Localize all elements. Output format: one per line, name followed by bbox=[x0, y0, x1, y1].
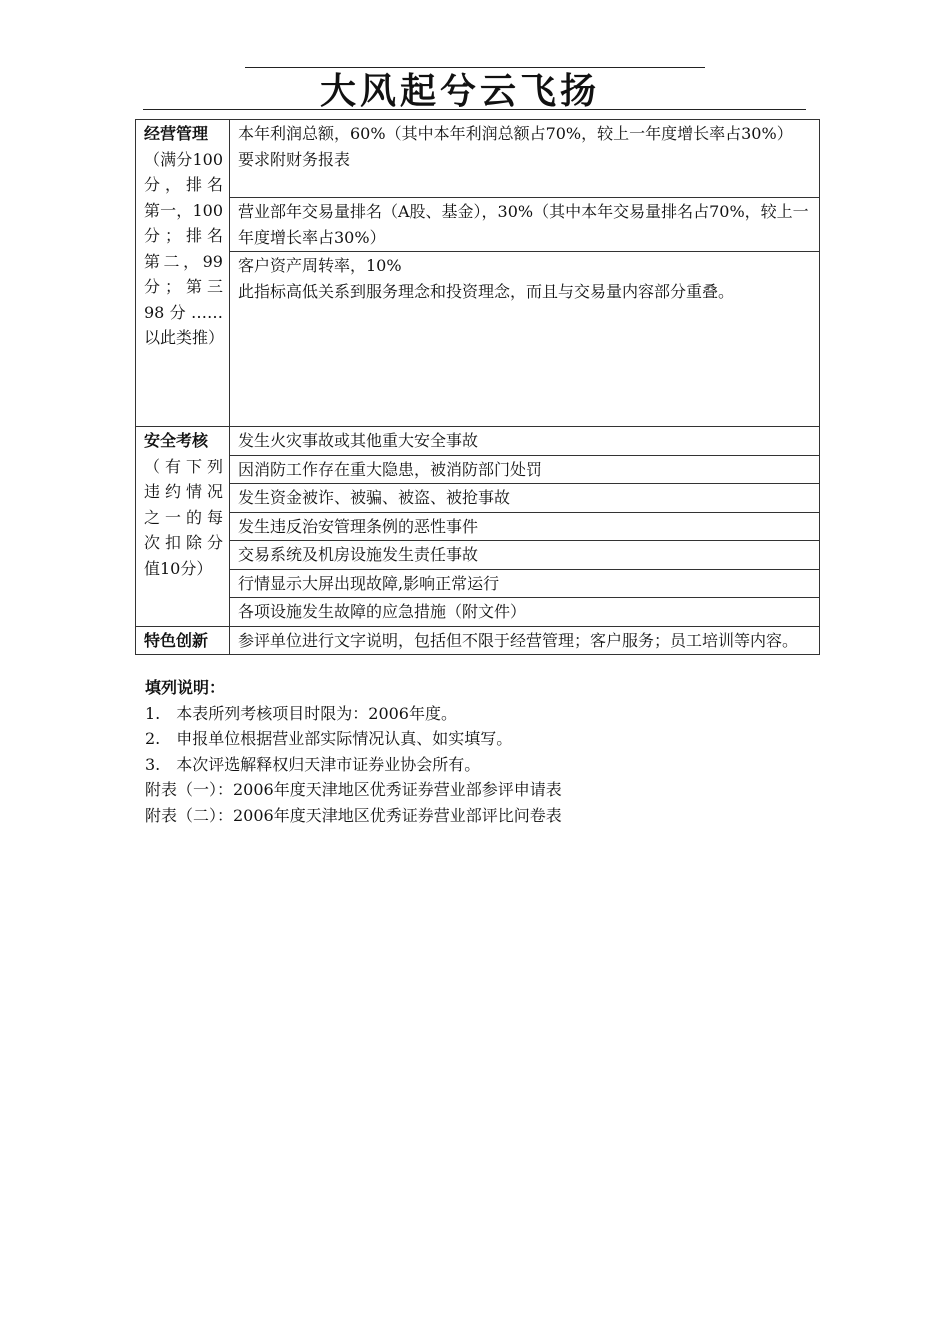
criterion-cell: 发生资金被诈、被骗、被盗、被抢事故 bbox=[230, 484, 820, 513]
table-row bbox=[136, 198, 820, 252]
criterion-cell: 参评单位进行文字说明，包括但不限于经营管理；客户服务；员工培训等内容。 bbox=[230, 626, 820, 655]
category-management bbox=[136, 120, 230, 427]
header-rule-bottom bbox=[143, 109, 806, 110]
table-row bbox=[136, 598, 820, 627]
note-line: 附表（二）：2006年度天津地区优秀证券营业部评比问卷表 bbox=[145, 805, 562, 825]
category-title: 安全考核 bbox=[144, 431, 209, 450]
table-row bbox=[136, 569, 820, 598]
criterion-cell: 发生火灾事故或其他重大安全事故 bbox=[230, 427, 820, 456]
note-line: 3. 本次评选解释权归天津市证券业协会所有。 bbox=[145, 754, 481, 774]
table-row bbox=[136, 512, 820, 541]
note-line: 1. 本表所列考核项目时限为：2006年度。 bbox=[145, 703, 457, 723]
category-title: 经营管理 bbox=[144, 124, 209, 143]
header-title: 大风起兮云飞扬 bbox=[320, 70, 601, 112]
note-line: 附表（一）：2006年度天津地区优秀证券营业部参评申请表 bbox=[145, 780, 562, 799]
category-description: （满分100分，排名第一，100分；排名第二，99分；第三98分……以此类推） bbox=[144, 149, 225, 347]
category-description: （有下列违约情况之一的每次扣除分值10分） bbox=[144, 456, 223, 578]
table-row bbox=[136, 541, 820, 570]
table-row bbox=[136, 427, 820, 456]
criterion-cell: 营业部年交易量排名（A股、基金），30%（其中本年交易量排名占70%，较上一年度增长率占30%） bbox=[230, 198, 820, 252]
criterion-cell: 行情显示大屏出现故障,影响正常运行 bbox=[230, 569, 820, 598]
fill-instructions bbox=[145, 675, 825, 828]
table-row bbox=[136, 626, 820, 655]
criterion-cell: 各项设施发生故障的应急措施（附文件） bbox=[230, 598, 820, 627]
evaluation-table bbox=[135, 119, 820, 655]
table-row bbox=[136, 455, 820, 484]
criterion-cell: 本年利润总额，60%（其中本年利润总额占70%，较上一年度增长率占30%） 要求附财务报表 bbox=[230, 120, 820, 198]
table-row bbox=[136, 252, 820, 427]
notes-heading: 填列说明： bbox=[145, 678, 226, 697]
category-title: 特色创新 bbox=[144, 630, 209, 650]
note-line: 2. 申报单位根据营业部实际情况认真、如实填写。 bbox=[145, 729, 513, 748]
category-safety bbox=[136, 427, 230, 627]
criterion-cell: 因消防工作存在重大隐患，被消防部门处罚 bbox=[230, 455, 820, 484]
table-row bbox=[136, 484, 820, 513]
criterion-cell: 客户资产周转率，10% 此指标高低关系到服务理念和投资理念，而且与交易量内容部分重叠。 bbox=[230, 252, 820, 427]
criterion-cell: 交易系统及机房设施发生责任事故 bbox=[230, 541, 820, 570]
criterion-cell: 发生违反治安管理条例的恶性事件 bbox=[230, 512, 820, 541]
header-rule-top bbox=[245, 67, 705, 68]
table-row bbox=[136, 120, 820, 198]
category-innovation bbox=[136, 626, 230, 655]
